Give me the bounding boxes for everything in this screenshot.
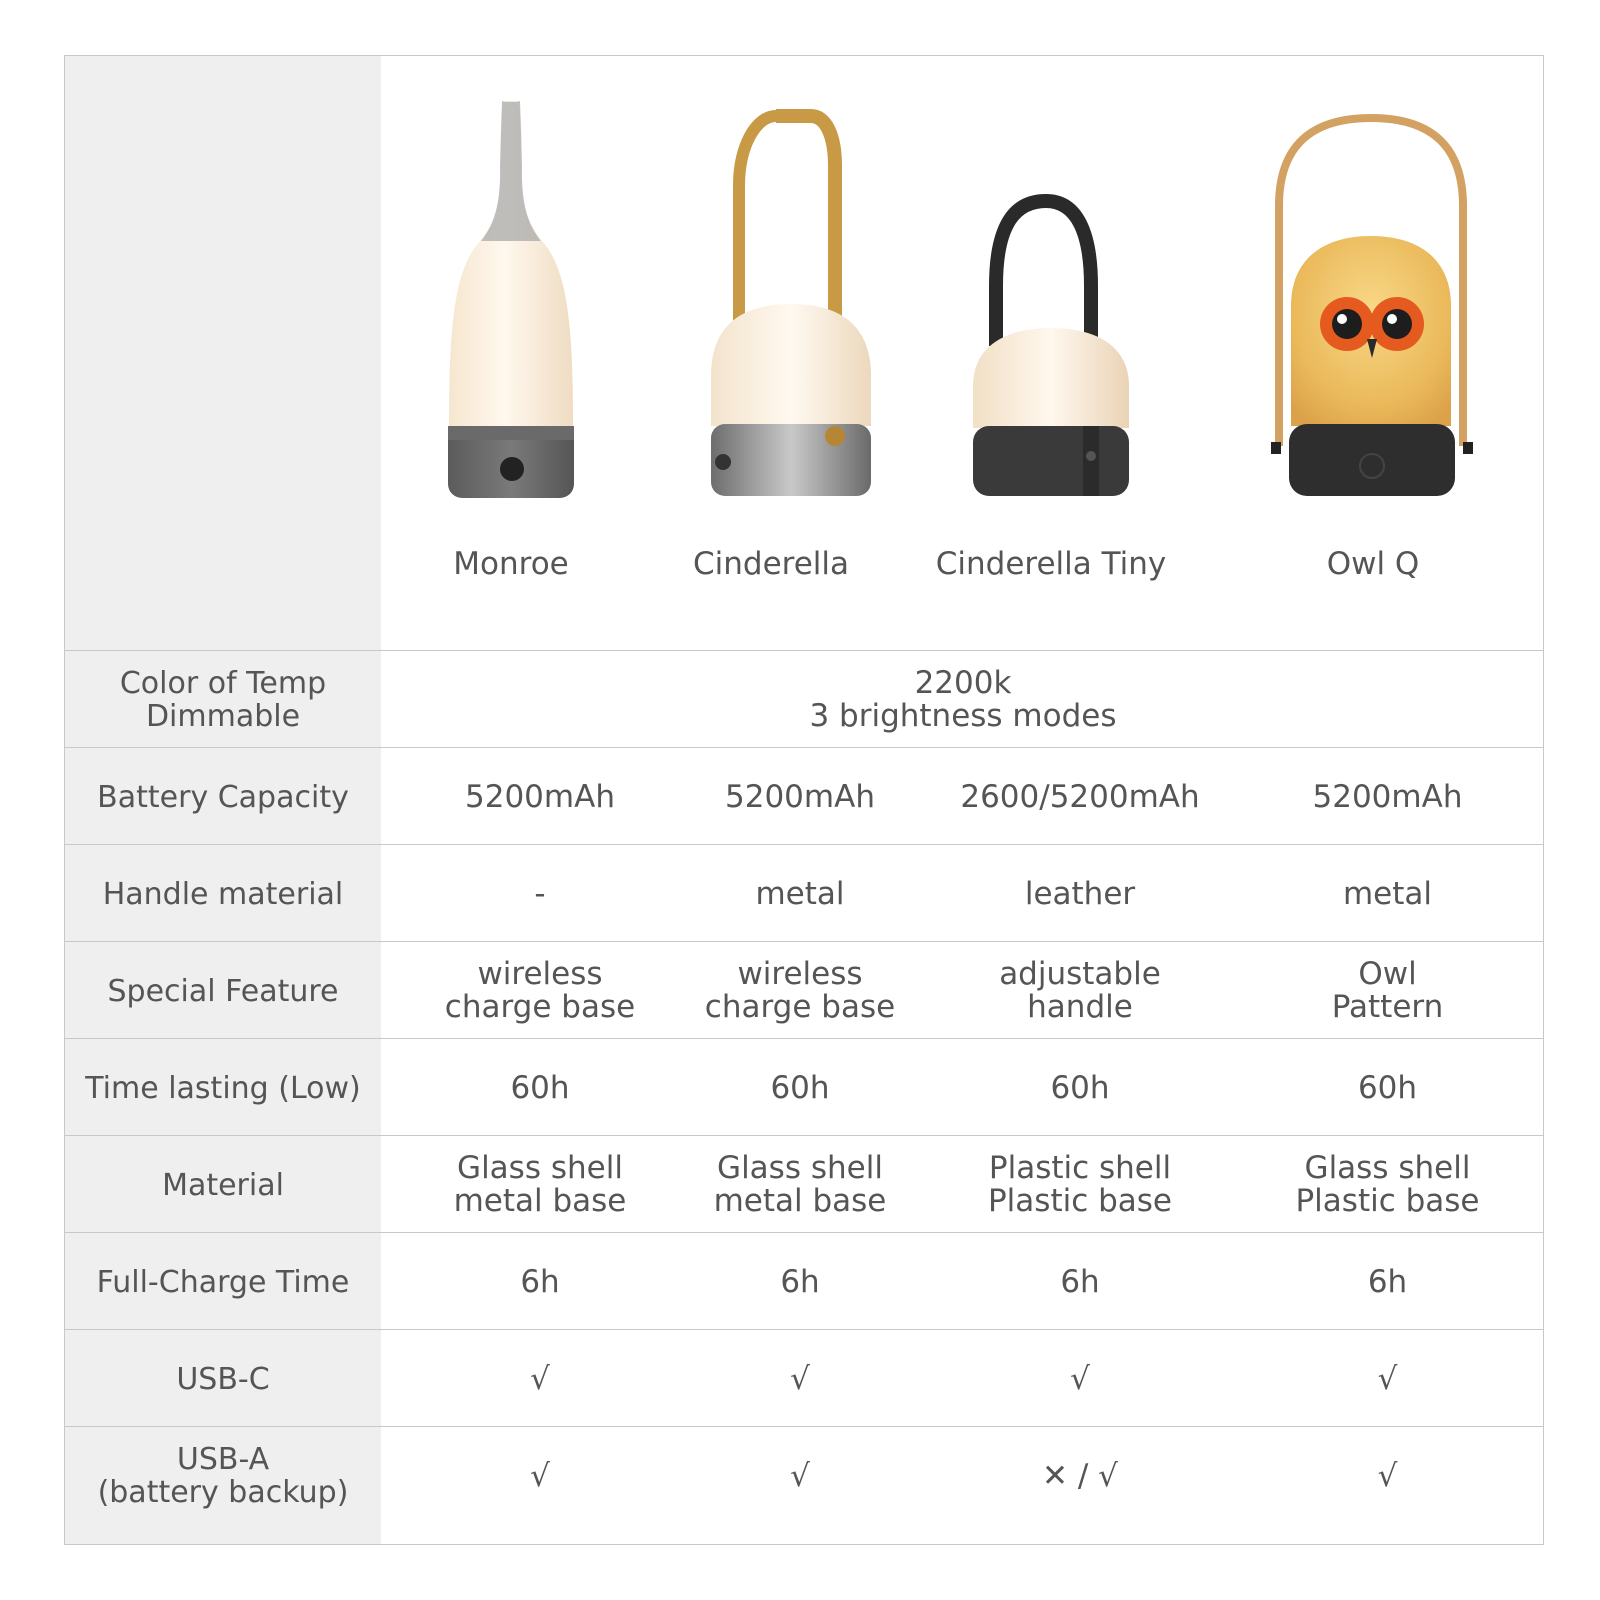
cell-owl-q: √ (1377, 1360, 1398, 1397)
row-usb-a (65, 1426, 1543, 1525)
cell-monroe: 60h (510, 1069, 570, 1106)
cell-cinderella-tiny: ✕ / √ (1042, 1457, 1118, 1494)
row-label: Full-Charge Time (96, 1264, 350, 1300)
cell-cinderella: 5200mAh (725, 778, 875, 815)
product-name: Monroe (453, 546, 569, 582)
product-header-row (65, 56, 1543, 650)
row-label: Special Feature (107, 973, 339, 1009)
cell-cinderella: wireless charge base (704, 956, 896, 1025)
cell-cinderella: √ (790, 1457, 810, 1494)
product-name: Cinderella Tiny (935, 546, 1167, 582)
row-full-charge-time (65, 1232, 1543, 1331)
cell-cinderella-tiny: Plastic shell Plastic base (987, 1150, 1173, 1219)
cell-cinderella-tiny: 2600/5200mAh (960, 778, 1200, 815)
cell-cinderella-tiny: √ (1070, 1360, 1090, 1397)
row-handle-material (65, 844, 1543, 943)
row-time-lasting (65, 1038, 1543, 1137)
row-battery-capacity (65, 747, 1543, 846)
cinderella-lamp-icon (641, 56, 901, 526)
product-cinderella-tiny (901, 56, 1201, 650)
cell-cinderella-tiny: adjustable handle (999, 956, 1161, 1025)
monroe-lamp-icon (381, 56, 641, 526)
cell-cinderella: metal (755, 875, 845, 912)
cell-monroe: Glass shell metal base (453, 1150, 627, 1219)
product-monroe (381, 56, 641, 650)
cell-owl-q: Glass shell Plastic base (1295, 1150, 1480, 1219)
cell-owl-q: 60h (1357, 1069, 1418, 1106)
cell-cinderella: Glass shell metal base (713, 1150, 887, 1219)
row-value-spanning: 2200k 3 brightness modes (809, 665, 1117, 734)
cell-cinderella: 60h (770, 1069, 830, 1106)
cinderella-tiny-lamp-icon (901, 56, 1201, 526)
cell-cinderella-tiny: leather (1024, 875, 1136, 912)
row-color-temp (65, 650, 1543, 749)
cell-monroe: √ (530, 1360, 550, 1397)
row-label: Handle material (102, 876, 344, 912)
product-cinderella (641, 56, 901, 650)
row-label: USB-A (battery backup) (97, 1442, 349, 1510)
cell-cinderella-tiny: 60h (1050, 1069, 1110, 1106)
cell-monroe: - (534, 875, 546, 912)
cell-monroe: √ (530, 1457, 550, 1494)
cell-cinderella: √ (790, 1360, 810, 1397)
row-material (65, 1135, 1543, 1234)
row-label: USB-C (176, 1361, 270, 1397)
row-usb-c (65, 1329, 1543, 1428)
row-special-feature (65, 941, 1543, 1040)
comparison-table (64, 55, 1544, 1545)
product-name: Cinderella (692, 546, 849, 582)
cell-monroe: 5200mAh (465, 778, 615, 815)
row-label: Material (162, 1167, 284, 1203)
cell-owl-q: 6h (1367, 1263, 1408, 1300)
cell-owl-q: metal (1342, 875, 1433, 912)
cell-cinderella: 6h (780, 1263, 820, 1300)
cell-cinderella-tiny: 6h (1060, 1263, 1100, 1300)
row-label: Battery Capacity (97, 779, 349, 815)
cell-monroe: 6h (520, 1263, 560, 1300)
owl-q-lamp-icon (1201, 56, 1545, 526)
row-label: Time lasting (Low) (85, 1070, 361, 1106)
cell-owl-q: Owl Pattern (1331, 956, 1444, 1025)
row-label: Color of Temp Dimmable (119, 666, 327, 734)
product-owl-q (1201, 56, 1545, 650)
product-name: Owl Q (1326, 546, 1420, 582)
cell-monroe: wireless charge base (444, 956, 636, 1025)
cell-owl-q: 5200mAh (1312, 778, 1463, 815)
cell-owl-q: √ (1377, 1457, 1398, 1494)
